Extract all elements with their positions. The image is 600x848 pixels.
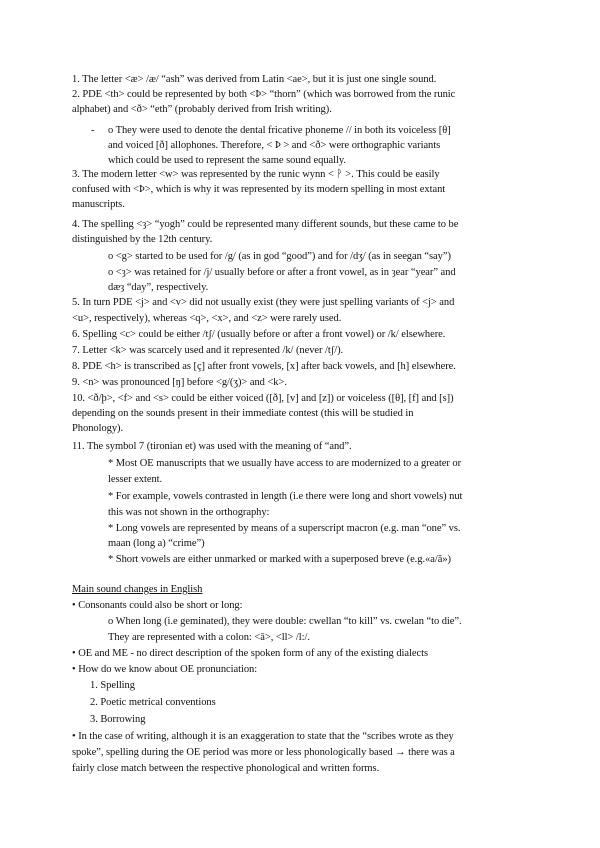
bullet-pronunciation: • How do we know about OE pronunciation: [72,664,258,675]
section-heading: Main sound changes in English [72,584,203,595]
list-item-borrowing: 3. Borrowing [90,714,146,725]
sub-item-geminates: o When long (i.e geminated), they were double: cwellan “to kill” vs. cwelan “to die”. [108,616,462,627]
list-item-poetic: 2. Poetic metrical conventions [90,697,216,708]
item-5-j-v: 5. In turn PDE <j> and <v> did not usually exist (they were just spelling variants of <j> and [72,297,455,308]
item-4-yogh: 4. The spelling <ȝ> “yogh” could be represented many different sounds, but these came to be [72,219,459,230]
sub-item-continuation: which could be used to represent the same sound equally. [108,155,346,166]
item-8-h: 8. PDE <h> is transcribed as [ç] after front vowels, [x] after back vowels, and [h] elsewhere. [72,361,456,372]
item-5-continuation: <u>, respectively), whereas <q>, <x>, and <z> were rarely used. [72,313,342,324]
sub-item-continuation: They are represented with a colon: <ā>, <ll> /l:/. [108,632,310,643]
note-continuation: maan (long a) “crime”) [108,538,205,549]
list-item-spelling: 1. Spelling [90,680,135,691]
sub-item-continuation: and voiced [ð] allophones. Therefore, < Þ > and <ð> were orthographic variants [108,140,441,151]
item-10-continuation: depending on the sounds present in their immediate contest (this will be studied in [72,408,414,419]
item-6-c: 6. Spelling <c> could be either /tʃ/ (usually before or after a front vowel) or /k/ elsewhere. [72,329,446,340]
dash-marker: - [91,125,95,136]
item-3-continuation: manuscripts. [72,199,125,210]
item-10-fricatives: 10. <ð/þ>, <f> and <s> could be either voiced ([ð], [v] and [z]) or voiceless ([θ], [f] and [s]) [72,393,454,404]
note-manuscripts: * Most OE manuscripts that we usually have access to are modernized to a greater or [108,458,462,469]
item-7-k: 7. Letter <k> was scarcely used and it represented /k/ (never /tʃ/). [72,345,344,356]
item-3-continuation: confused with <Þ>, which is why it was represented by its modern spelling in most extant [72,184,446,195]
item-10-continuation: Phonology). [72,423,124,434]
item-9-n: 9. <n> was pronounced [ŋ] before <g/(ʒ)> and <k>. [72,377,287,388]
bullet-oe-me: • OE and ME - no direct description of the spoken form of any of the existing dialects [72,648,428,659]
item-11-tironian-et: 11. The symbol 7 (tironian et) was used with the meaning of “and”. [72,441,352,452]
item-1-ash: 1. The letter <æ> /æ/ “ash” was derived from Latin <ae>, but it is just one single sound. [72,74,437,85]
bullet-writing: • In the case of writing, although it is an exaggeration to state that the “scribes wrote as they [72,731,454,742]
note-short-vowels: * Short vowels are either unmarked or marked with a superposed breve (e.g.«a/ă») [108,554,451,565]
sub-item-yogh: o <ȝ> was retained for /j/ usually before or after a front vowel, as in ȝear “year” and [108,267,456,278]
item-3-wynn: 3. The modern letter <w> was represented by the runic wynn < ᚹ >. This could be easily [72,169,440,180]
note-long-vowels: * Long vowels are represented by means of a superscript macron (e.g. man “one” vs. [108,523,461,534]
item-2-continuation: alphabet) and <ð> “eth” (probably derived from Irish writing). [72,104,332,115]
bullet-writing-continuation: spoke”, spelling during the OE period was more or less phonologically based → there was a [72,747,455,758]
sub-item-dental-fricative: o They were used to denote the dental fricative phoneme // in both its voiceless [θ] [108,125,451,136]
bullet-writing-continuation: fairly close match between the respective phonological and written forms. [72,763,380,774]
sub-item-continuation: dæȝ “day”, respectively. [108,282,209,293]
bullet-consonants: • Consonants could also be short or long: [72,600,243,611]
note-continuation: this was not shown in the orthography: [108,507,270,518]
item-2-thorn: 2. PDE <th> could be represented by both <Þ> “thorn” (which was borrowed from the runic [72,89,456,100]
item-4-continuation: distinguished by the 12th century. [72,234,213,245]
note-continuation: lesser extent. [108,474,163,485]
note-vowel-length: * For example, vowels contrasted in length (i.e there were long and short vowels) nut [108,491,463,502]
sub-item-g: o <g> started to be used for /g/ (as in god “good”) and for /dʒ/ (as in seegan “say”) [108,251,451,262]
